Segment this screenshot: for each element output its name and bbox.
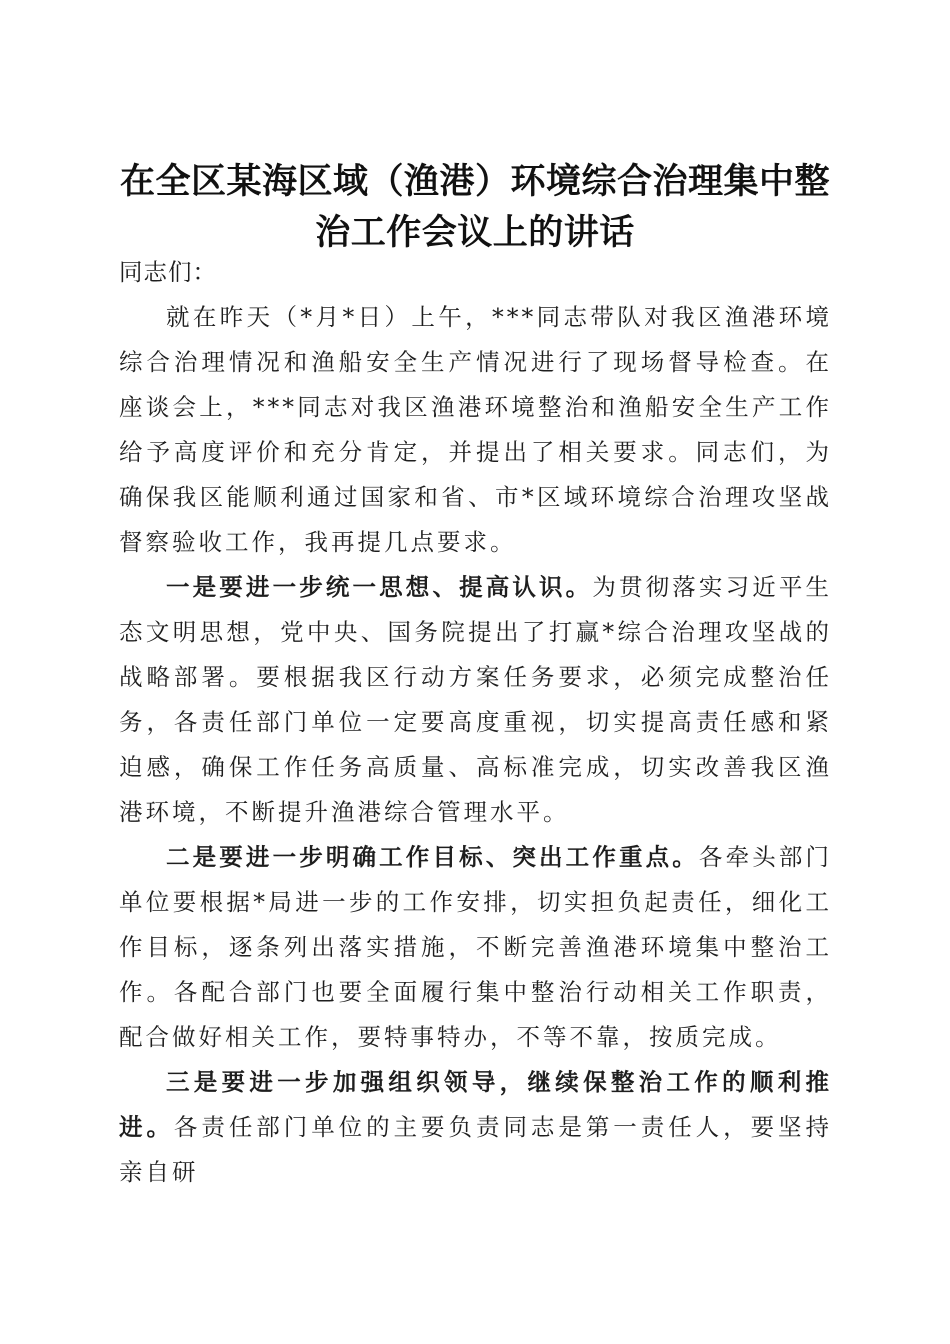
- paragraph-1: [119, 295, 832, 565]
- paragraph-3-text: 各牵头部门单位要根据*局进一步的工作安排，切实担负起责任，细化工作目标，逐条列出落实措施，不断完善渔港环境集中整治工作。各配合部门也要全面履行集中整治行动相关工作职责，配合做好相关工作，要特事特办，不等不靠，按质完成。: [119, 843, 833, 1051]
- paragraph-2: [119, 565, 832, 835]
- paragraph-2-lead: 一是要进一步统一思想、提高认识。: [166, 573, 593, 601]
- paragraph-3-lead: 二是要进一步明确工作目标、突出工作重点。: [166, 843, 699, 871]
- paragraph-1-text: 就在昨天（*月*日）上午，***同志带队对我区渔港环境综合治理情况和渔船安全生产情况进行了现场督导检查。在座谈会上，***同志对我区渔港环境整治和渔船安全生产工作给予高度评价和充分肯定，并提出了相关要求。同志们，为确保我区能顺利通过国家和省、市*区域环境综合治理攻坚战督察验收工作，我再提几点要求。: [119, 303, 832, 556]
- paragraph-4-text: 各责任部门单位的主要负责同志是第一责任人，要坚持亲自研: [119, 1113, 833, 1186]
- title-line-2: 治工作会议上的讲话: [315, 212, 635, 254]
- paragraph-4: [119, 1060, 832, 1195]
- document-title: [100, 156, 850, 258]
- document-body: [119, 250, 832, 1195]
- paragraph-3: [119, 835, 832, 1060]
- salutation: 同志们：: [119, 258, 217, 286]
- title-line-1: 在全区某海区域（渔港）环境综合治理集中整: [119, 161, 830, 203]
- paragraph-2-text: 为贯彻落实习近平生态文明思想，党中央、国务院提出了打赢*综合治理攻坚战的战略部署。要根据我区行动方案任务要求，必须完成整治任务，各责任部门单位一定要高度重视，切实提高责任感和紧迫感，确保工作任务高质量、高标准完成，切实改善我区渔港环境，不断提升渔港综合管理水平。: [119, 573, 833, 826]
- paragraph-4-lead: 三是要进一步加强组织领导，继续保整治工作的顺利推进。: [119, 1068, 832, 1141]
